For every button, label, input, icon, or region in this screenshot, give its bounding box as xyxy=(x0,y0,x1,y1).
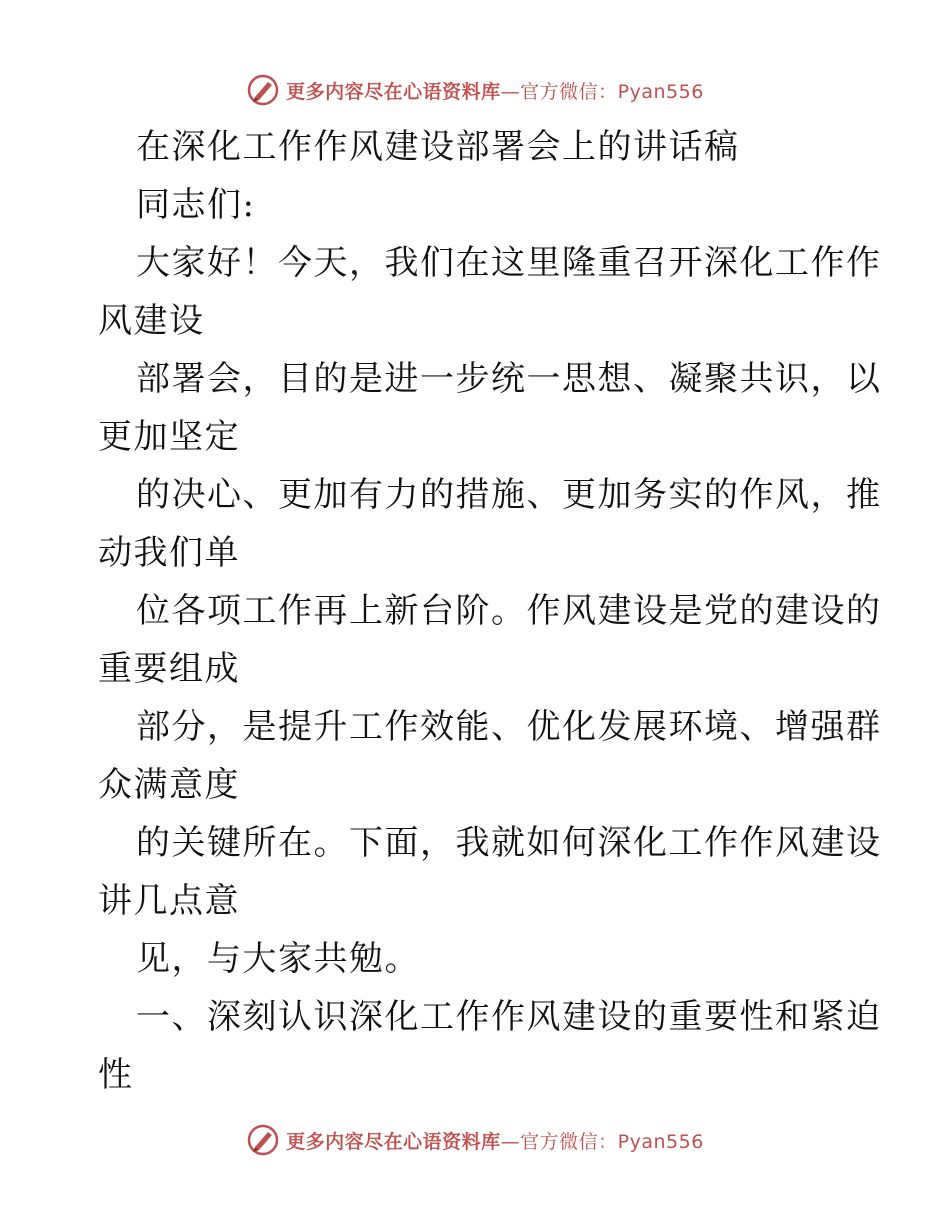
paragraph-line: 大家好！今天，我们在这里隆重召开深化工作作 xyxy=(136,243,882,283)
section-heading: 性 xyxy=(98,1055,134,1095)
paragraph-line: 众满意度 xyxy=(98,765,240,805)
paragraph-line: 风建设 xyxy=(98,301,205,341)
watermark-footer xyxy=(0,1120,950,1160)
pen-logo-icon xyxy=(246,1123,280,1157)
paragraph-line: 重要组成 xyxy=(98,649,240,689)
salutation: 同志们: xyxy=(136,185,256,225)
paragraph-line: 讲几点意 xyxy=(98,881,240,921)
paragraph-line: 位各项工作再上新台阶。作风建设是党的建设的 xyxy=(136,591,882,631)
watermark-text: 更多内容尽在心语资料库—官方微信：Pyan556 xyxy=(286,80,704,103)
watermark-header xyxy=(0,70,950,110)
paragraph-line: 部署会，目的是进一步统一思想、凝聚共识，以 xyxy=(136,359,882,399)
paragraph-line: 部分，是提升工作效能、优化发展环境、增强群 xyxy=(136,707,882,747)
document-body xyxy=(98,118,882,1104)
paragraph-line: 的决心、更加有力的措施、更加务实的作风，推 xyxy=(136,475,882,515)
paragraph-line: 的关键所在。下面，我就如何深化工作作风建设 xyxy=(136,823,882,863)
paragraph-line: 更加坚定 xyxy=(98,417,240,457)
watermark-text: 更多内容尽在心语资料库—官方微信：Pyan556 xyxy=(286,1130,704,1153)
paragraph-line: 见，与大家共勉。 xyxy=(136,939,420,979)
paragraph-line: 动我们单 xyxy=(98,533,240,573)
section-heading: 一、深刻认识深化工作作风建设的重要性和紧迫 xyxy=(136,997,882,1037)
document-title: 在深化工作作风建设部署会上的讲话稿 xyxy=(136,127,740,167)
pen-logo-icon xyxy=(246,73,280,107)
